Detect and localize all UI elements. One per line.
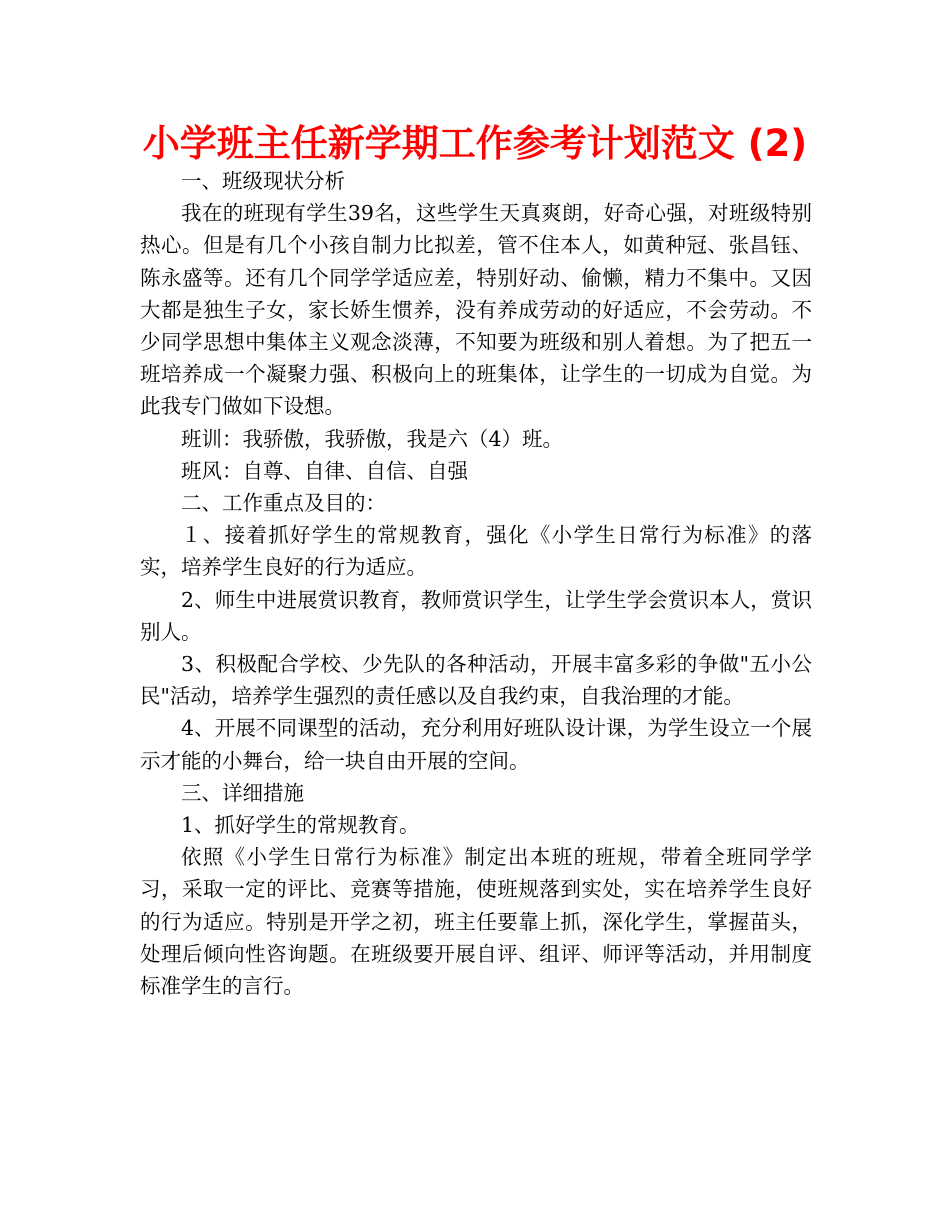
document-body	[140, 165, 812, 1002]
section-heading-1: 一、班级现状分析	[181, 169, 345, 193]
paragraph-class-motto: 班训：我骄傲，我骄傲，我是六（4）班。	[181, 426, 564, 451]
paragraph-measure-1-body: 依照《小学生日常行为标准》制定出本班的班规，带着全班同学学习，采取一定的评比、竞赛等措施，使班规落到实处，实在培养学生良好的行为适应。特别是开学之初，班主任要靠上抓，深化学生，掌握苗头，处理后倾向性咨询题。在班级要开展自评、组评、师评等活动，并用制度标准学生的言行。	[140, 845, 812, 999]
paragraph-goal-2: 2、师生中进展赏识教育，教师赏识学生，让学生学会赏识本人，赏识别人。	[140, 587, 812, 644]
paragraph-measure-1-heading: 1、抓好学生的常规教育。	[181, 813, 420, 838]
paragraph-class-situation: 我在的班现有学生39名，这些学生天真爽朗，好奇心强，对班级特别热心。但是有几个小孩自制力比拟差，管不住本人，如黄种冠、张昌钰、陈永盛等。还有几个同学学适应差，特别好动、偷懒，精力不集中。又因大都是独生子女，家长娇生惯养，没有养成劳动的好适应，不会劳动。不少同学思想中集体主义观念淡薄，不知要为班级和别人着想。为了把五一班培养成一个凝聚力强、积极向上的班集体，让学生的一切成为自觉。为此我专门做如下设想。	[140, 201, 812, 419]
document-title: 小学班主任新学期工作参考计划范文 (2)	[142, 122, 808, 165]
paragraph-goal-3: 3、积极配合学校、少先队的各种活动，开展丰富多彩的争做"五小公民"活动，培养学生强烈的责任感以及自我约束，自我治理的才能。	[140, 652, 812, 709]
paragraph-goal-4: 4、开展不同课型的活动，充分利用好班队设计课，为学生设立一个展示才能的小舞台，给一块自由开展的空间。	[140, 716, 812, 773]
paragraph-class-spirit: 班风：自尊、自律、自信、自强	[181, 458, 468, 483]
section-heading-2: 二、工作重点及目的：	[181, 491, 386, 516]
section-heading-3: 三、详细措施	[181, 780, 304, 805]
paragraph-goal-1: １、接着抓好学生的常规教育，强化《小学生日常行为标准》的落实，培养学生良好的行为适应。	[140, 523, 812, 580]
